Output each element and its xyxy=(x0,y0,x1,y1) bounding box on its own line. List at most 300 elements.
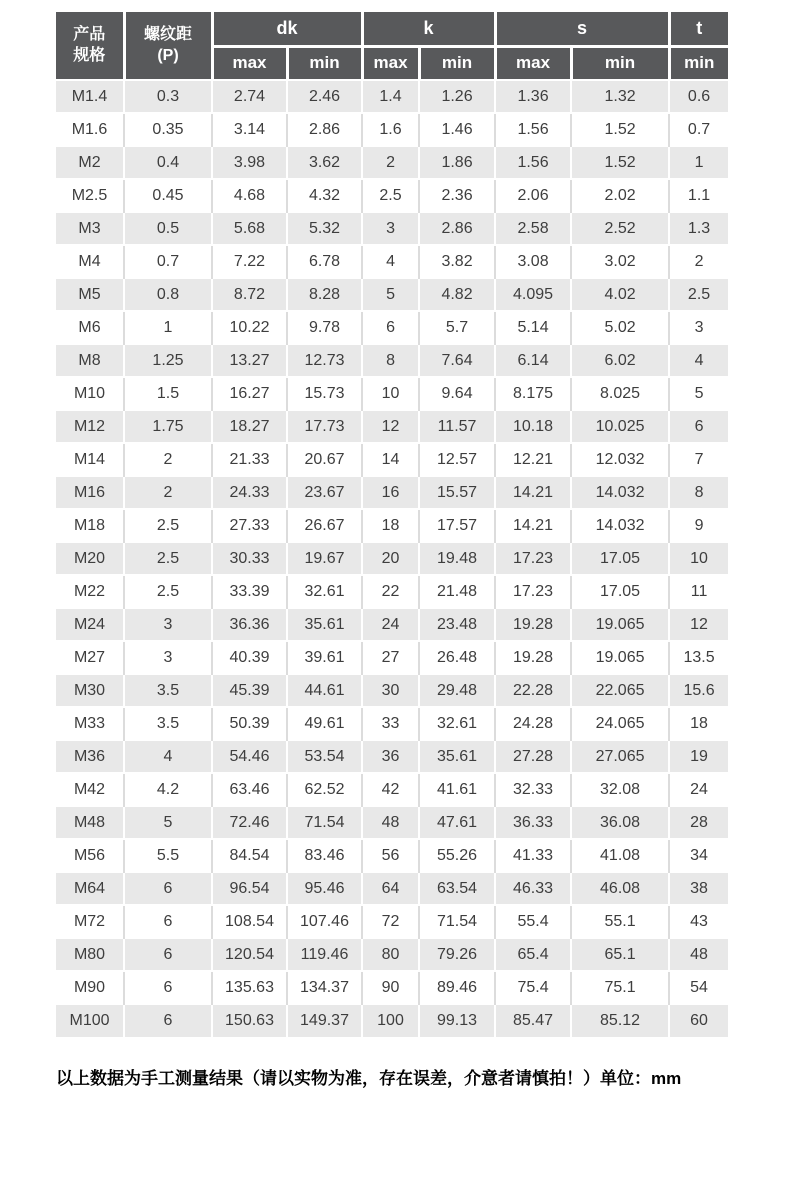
value-cell: 8.72 xyxy=(212,278,287,311)
value-cell: 18.27 xyxy=(212,410,287,443)
value-cell: 46.33 xyxy=(495,872,571,905)
value-cell: 1.25 xyxy=(124,344,212,377)
spec-cell: M20 xyxy=(56,542,124,575)
value-cell: 8.025 xyxy=(571,377,669,410)
value-cell: 1.26 xyxy=(419,80,495,113)
table-row xyxy=(56,839,728,872)
value-cell: 5.14 xyxy=(495,311,571,344)
value-cell: 55.1 xyxy=(571,905,669,938)
value-cell: 3.5 xyxy=(124,674,212,707)
value-cell: 7 xyxy=(669,443,728,476)
value-cell: 13.27 xyxy=(212,344,287,377)
spec-cell: M8 xyxy=(56,344,124,377)
spec-cell: M56 xyxy=(56,839,124,872)
value-cell: 4 xyxy=(124,740,212,773)
value-cell: 0.7 xyxy=(124,245,212,278)
value-cell: 15.57 xyxy=(419,476,495,509)
value-cell: 47.61 xyxy=(419,806,495,839)
value-cell: 12.032 xyxy=(571,443,669,476)
spec-table xyxy=(56,12,728,1037)
value-cell: 54.46 xyxy=(212,740,287,773)
value-cell: 14.21 xyxy=(495,476,571,509)
value-cell: 16 xyxy=(362,476,419,509)
table-row xyxy=(56,1004,728,1037)
value-cell: 65.1 xyxy=(571,938,669,971)
spec-cell: M16 xyxy=(56,476,124,509)
spec-cell: M30 xyxy=(56,674,124,707)
value-cell: 11.57 xyxy=(419,410,495,443)
spec-cell: M1.4 xyxy=(56,80,124,113)
value-cell: 9.64 xyxy=(419,377,495,410)
value-cell: 1.52 xyxy=(571,146,669,179)
value-cell: 12 xyxy=(669,608,728,641)
spec-cell: M6 xyxy=(56,311,124,344)
table-header xyxy=(56,12,728,80)
spec-cell: M80 xyxy=(56,938,124,971)
spec-cell: M3 xyxy=(56,212,124,245)
table-row xyxy=(56,179,728,212)
value-cell: 26.67 xyxy=(287,509,362,542)
table-row xyxy=(56,278,728,311)
value-cell: 1.36 xyxy=(495,80,571,113)
value-cell: 35.61 xyxy=(419,740,495,773)
table-row xyxy=(56,410,728,443)
value-cell: 150.63 xyxy=(212,1004,287,1037)
value-cell: 6 xyxy=(124,905,212,938)
table-row xyxy=(56,938,728,971)
spec-cell: M1.6 xyxy=(56,113,124,146)
col-header-dk-min: min xyxy=(287,46,362,80)
value-cell: 2.52 xyxy=(571,212,669,245)
value-cell: 19 xyxy=(669,740,728,773)
value-cell: 21.48 xyxy=(419,575,495,608)
value-cell: 17.23 xyxy=(495,575,571,608)
value-cell: 12.57 xyxy=(419,443,495,476)
value-cell: 2.86 xyxy=(287,113,362,146)
value-cell: 2.74 xyxy=(212,80,287,113)
value-cell: 63.46 xyxy=(212,773,287,806)
value-cell: 21.33 xyxy=(212,443,287,476)
value-cell: 28 xyxy=(669,806,728,839)
value-cell: 85.47 xyxy=(495,1004,571,1037)
value-cell: 1.32 xyxy=(571,80,669,113)
value-cell: 20 xyxy=(362,542,419,575)
value-cell: 22 xyxy=(362,575,419,608)
value-cell: 27 xyxy=(362,641,419,674)
table-row xyxy=(56,113,728,146)
value-cell: 5 xyxy=(362,278,419,311)
value-cell: 24.065 xyxy=(571,707,669,740)
footer-note: 以上数据为手工测量结果（请以实物为准，存在误差，介意者请慎拍！）单位：mm xyxy=(56,1069,682,1088)
value-cell: 19.28 xyxy=(495,641,571,674)
value-cell: 8 xyxy=(669,476,728,509)
table-row xyxy=(56,344,728,377)
spec-cell: M24 xyxy=(56,608,124,641)
value-cell: 5.02 xyxy=(571,311,669,344)
value-cell: 108.54 xyxy=(212,905,287,938)
value-cell: 3.14 xyxy=(212,113,287,146)
value-cell: 14.21 xyxy=(495,509,571,542)
value-cell: 14.032 xyxy=(571,476,669,509)
value-cell: 9.78 xyxy=(287,311,362,344)
value-cell: 4 xyxy=(362,245,419,278)
spec-cell: M5 xyxy=(56,278,124,311)
value-cell: 1.56 xyxy=(495,113,571,146)
value-cell: 64 xyxy=(362,872,419,905)
value-cell: 24.28 xyxy=(495,707,571,740)
value-cell: 45.39 xyxy=(212,674,287,707)
value-cell: 23.67 xyxy=(287,476,362,509)
value-cell: 24 xyxy=(362,608,419,641)
value-cell: 2.36 xyxy=(419,179,495,212)
value-cell: 2.58 xyxy=(495,212,571,245)
value-cell: 8.28 xyxy=(287,278,362,311)
value-cell: 17.73 xyxy=(287,410,362,443)
spec-cell: M22 xyxy=(56,575,124,608)
value-cell: 12.21 xyxy=(495,443,571,476)
value-cell: 71.54 xyxy=(419,905,495,938)
value-cell: 5.7 xyxy=(419,311,495,344)
spec-cell: M4 xyxy=(56,245,124,278)
value-cell: 6.02 xyxy=(571,344,669,377)
value-cell: 1.52 xyxy=(571,113,669,146)
value-cell: 18 xyxy=(669,707,728,740)
value-cell: 19.48 xyxy=(419,542,495,575)
value-cell: 3.98 xyxy=(212,146,287,179)
value-cell: 1 xyxy=(124,311,212,344)
value-cell: 53.54 xyxy=(287,740,362,773)
value-cell: 119.46 xyxy=(287,938,362,971)
value-cell: 4.68 xyxy=(212,179,287,212)
value-cell: 71.54 xyxy=(287,806,362,839)
value-cell: 32.61 xyxy=(419,707,495,740)
value-cell: 9 xyxy=(669,509,728,542)
table-row xyxy=(56,773,728,806)
col-group-s: s xyxy=(495,12,669,46)
table-row xyxy=(56,509,728,542)
col-group-t: t xyxy=(669,12,728,46)
spec-cell: M42 xyxy=(56,773,124,806)
spec-cell: M2.5 xyxy=(56,179,124,212)
table-row xyxy=(56,971,728,1004)
value-cell: 41.08 xyxy=(571,839,669,872)
col-header-spec-line2: 规格 xyxy=(73,46,106,64)
value-cell: 42 xyxy=(362,773,419,806)
col-header-spec xyxy=(56,12,124,80)
value-cell: 1 xyxy=(669,146,728,179)
value-cell: 0.5 xyxy=(124,212,212,245)
value-cell: 36 xyxy=(362,740,419,773)
spec-cell: M14 xyxy=(56,443,124,476)
value-cell: 6 xyxy=(124,872,212,905)
value-cell: 135.63 xyxy=(212,971,287,1004)
value-cell: 20.67 xyxy=(287,443,362,476)
value-cell: 19.67 xyxy=(287,542,362,575)
value-cell: 50.39 xyxy=(212,707,287,740)
spec-cell: M2 xyxy=(56,146,124,179)
table-row xyxy=(56,806,728,839)
value-cell: 5.68 xyxy=(212,212,287,245)
value-cell: 95.46 xyxy=(287,872,362,905)
value-cell: 7.22 xyxy=(212,245,287,278)
value-cell: 48 xyxy=(362,806,419,839)
value-cell: 44.61 xyxy=(287,674,362,707)
value-cell: 3.08 xyxy=(495,245,571,278)
value-cell: 55.26 xyxy=(419,839,495,872)
value-cell: 6.78 xyxy=(287,245,362,278)
value-cell: 19.065 xyxy=(571,641,669,674)
value-cell: 32.33 xyxy=(495,773,571,806)
value-cell: 6 xyxy=(124,938,212,971)
spec-cell: M33 xyxy=(56,707,124,740)
table-row xyxy=(56,377,728,410)
value-cell: 33.39 xyxy=(212,575,287,608)
value-cell: 75.4 xyxy=(495,971,571,1004)
col-header-pitch-line2: (P) xyxy=(157,46,179,64)
header-group-row xyxy=(56,12,728,46)
value-cell: 4.32 xyxy=(287,179,362,212)
value-cell: 24.33 xyxy=(212,476,287,509)
value-cell: 2.5 xyxy=(362,179,419,212)
value-cell: 2.5 xyxy=(669,278,728,311)
value-cell: 2.02 xyxy=(571,179,669,212)
value-cell: 39.61 xyxy=(287,641,362,674)
spec-cell: M10 xyxy=(56,377,124,410)
value-cell: 1.3 xyxy=(669,212,728,245)
value-cell: 41.33 xyxy=(495,839,571,872)
value-cell: 12 xyxy=(362,410,419,443)
value-cell: 3 xyxy=(669,311,728,344)
value-cell: 2 xyxy=(124,476,212,509)
value-cell: 75.1 xyxy=(571,971,669,1004)
value-cell: 1.6 xyxy=(362,113,419,146)
value-cell: 4.2 xyxy=(124,773,212,806)
value-cell: 72 xyxy=(362,905,419,938)
value-cell: 19.065 xyxy=(571,608,669,641)
value-cell: 83.46 xyxy=(287,839,362,872)
value-cell: 1.4 xyxy=(362,80,419,113)
value-cell: 10 xyxy=(669,542,728,575)
value-cell: 3 xyxy=(124,641,212,674)
value-cell: 96.54 xyxy=(212,872,287,905)
value-cell: 89.46 xyxy=(419,971,495,1004)
value-cell: 27.065 xyxy=(571,740,669,773)
col-group-k: k xyxy=(362,12,495,46)
value-cell: 54 xyxy=(669,971,728,1004)
col-group-dk: dk xyxy=(212,12,362,46)
value-cell: 120.54 xyxy=(212,938,287,971)
value-cell: 1.1 xyxy=(669,179,728,212)
value-cell: 17.05 xyxy=(571,542,669,575)
value-cell: 2.06 xyxy=(495,179,571,212)
value-cell: 1.46 xyxy=(419,113,495,146)
value-cell: 5.5 xyxy=(124,839,212,872)
value-cell: 22.28 xyxy=(495,674,571,707)
spec-cell: M18 xyxy=(56,509,124,542)
table-row xyxy=(56,311,728,344)
value-cell: 1.86 xyxy=(419,146,495,179)
col-header-t-min: min xyxy=(669,46,728,80)
col-header-s-min: min xyxy=(571,46,669,80)
value-cell: 1.56 xyxy=(495,146,571,179)
table-row xyxy=(56,905,728,938)
spec-cell: M27 xyxy=(56,641,124,674)
value-cell: 65.4 xyxy=(495,938,571,971)
value-cell: 48 xyxy=(669,938,728,971)
value-cell: 90 xyxy=(362,971,419,1004)
value-cell: 4 xyxy=(669,344,728,377)
value-cell: 36.33 xyxy=(495,806,571,839)
value-cell: 16.27 xyxy=(212,377,287,410)
spec-cell: M72 xyxy=(56,905,124,938)
col-header-s-max: max xyxy=(495,46,571,80)
value-cell: 8.175 xyxy=(495,377,571,410)
value-cell: 14.032 xyxy=(571,509,669,542)
value-cell: 85.12 xyxy=(571,1004,669,1037)
value-cell: 12.73 xyxy=(287,344,362,377)
value-cell: 0.35 xyxy=(124,113,212,146)
value-cell: 34 xyxy=(669,839,728,872)
value-cell: 30 xyxy=(362,674,419,707)
value-cell: 6 xyxy=(669,410,728,443)
value-cell: 3.02 xyxy=(571,245,669,278)
value-cell: 36.08 xyxy=(571,806,669,839)
value-cell: 22.065 xyxy=(571,674,669,707)
table-row xyxy=(56,476,728,509)
col-header-k-min: min xyxy=(419,46,495,80)
value-cell: 17.05 xyxy=(571,575,669,608)
spec-cell: M100 xyxy=(56,1004,124,1037)
value-cell: 38 xyxy=(669,872,728,905)
value-cell: 79.26 xyxy=(419,938,495,971)
table-row xyxy=(56,674,728,707)
value-cell: 62.52 xyxy=(287,773,362,806)
value-cell: 14 xyxy=(362,443,419,476)
value-cell: 4.82 xyxy=(419,278,495,311)
value-cell: 8 xyxy=(362,344,419,377)
value-cell: 5 xyxy=(669,377,728,410)
value-cell: 10 xyxy=(362,377,419,410)
value-cell: 2 xyxy=(362,146,419,179)
value-cell: 2.86 xyxy=(419,212,495,245)
value-cell: 29.48 xyxy=(419,674,495,707)
value-cell: 11 xyxy=(669,575,728,608)
col-header-pitch xyxy=(124,12,212,80)
value-cell: 0.4 xyxy=(124,146,212,179)
value-cell: 0.8 xyxy=(124,278,212,311)
table-row xyxy=(56,212,728,245)
value-cell: 30.33 xyxy=(212,542,287,575)
table-row xyxy=(56,575,728,608)
value-cell: 10.22 xyxy=(212,311,287,344)
value-cell: 18 xyxy=(362,509,419,542)
value-cell: 40.39 xyxy=(212,641,287,674)
value-cell: 49.61 xyxy=(287,707,362,740)
table-row xyxy=(56,542,728,575)
value-cell: 4.02 xyxy=(571,278,669,311)
value-cell: 19.28 xyxy=(495,608,571,641)
content-area xyxy=(56,12,728,1089)
value-cell: 72.46 xyxy=(212,806,287,839)
value-cell: 3 xyxy=(124,608,212,641)
value-cell: 6 xyxy=(362,311,419,344)
value-cell: 17.23 xyxy=(495,542,571,575)
col-header-k-max: max xyxy=(362,46,419,80)
table-row xyxy=(56,707,728,740)
value-cell: 27.33 xyxy=(212,509,287,542)
value-cell: 0.45 xyxy=(124,179,212,212)
value-cell: 24 xyxy=(669,773,728,806)
value-cell: 5.32 xyxy=(287,212,362,245)
value-cell: 6.14 xyxy=(495,344,571,377)
value-cell: 4.095 xyxy=(495,278,571,311)
value-cell: 32.61 xyxy=(287,575,362,608)
value-cell: 149.37 xyxy=(287,1004,362,1037)
value-cell: 80 xyxy=(362,938,419,971)
value-cell: 2.5 xyxy=(124,575,212,608)
table-row xyxy=(56,872,728,905)
col-header-dk-max: max xyxy=(212,46,287,80)
value-cell: 15.73 xyxy=(287,377,362,410)
value-cell: 33 xyxy=(362,707,419,740)
value-cell: 6 xyxy=(124,971,212,1004)
value-cell: 107.46 xyxy=(287,905,362,938)
value-cell: 1.5 xyxy=(124,377,212,410)
table-row xyxy=(56,641,728,674)
spec-cell: M12 xyxy=(56,410,124,443)
value-cell: 2 xyxy=(669,245,728,278)
value-cell: 41.61 xyxy=(419,773,495,806)
table-row xyxy=(56,146,728,179)
value-cell: 23.48 xyxy=(419,608,495,641)
value-cell: 17.57 xyxy=(419,509,495,542)
value-cell: 1.75 xyxy=(124,410,212,443)
col-header-spec-line1: 产品 xyxy=(73,25,106,43)
table-row xyxy=(56,80,728,113)
value-cell: 3.82 xyxy=(419,245,495,278)
value-cell: 55.4 xyxy=(495,905,571,938)
value-cell: 10.025 xyxy=(571,410,669,443)
value-cell: 0.3 xyxy=(124,80,212,113)
value-cell: 56 xyxy=(362,839,419,872)
value-cell: 99.13 xyxy=(419,1004,495,1037)
value-cell: 2 xyxy=(124,443,212,476)
spec-cell: M90 xyxy=(56,971,124,1004)
value-cell: 0.6 xyxy=(669,80,728,113)
value-cell: 2.5 xyxy=(124,542,212,575)
table-row xyxy=(56,443,728,476)
value-cell: 3.5 xyxy=(124,707,212,740)
value-cell: 32.08 xyxy=(571,773,669,806)
value-cell: 100 xyxy=(362,1004,419,1037)
value-cell: 134.37 xyxy=(287,971,362,1004)
value-cell: 5 xyxy=(124,806,212,839)
value-cell: 10.18 xyxy=(495,410,571,443)
value-cell: 43 xyxy=(669,905,728,938)
value-cell: 27.28 xyxy=(495,740,571,773)
spec-cell: M64 xyxy=(56,872,124,905)
value-cell: 60 xyxy=(669,1004,728,1037)
value-cell: 7.64 xyxy=(419,344,495,377)
table-row xyxy=(56,608,728,641)
value-cell: 13.5 xyxy=(669,641,728,674)
value-cell: 3.62 xyxy=(287,146,362,179)
col-header-pitch-line1: 螺纹距 xyxy=(143,25,192,43)
table-body xyxy=(56,80,728,1037)
table-row xyxy=(56,245,728,278)
value-cell: 35.61 xyxy=(287,608,362,641)
spec-cell: M36 xyxy=(56,740,124,773)
